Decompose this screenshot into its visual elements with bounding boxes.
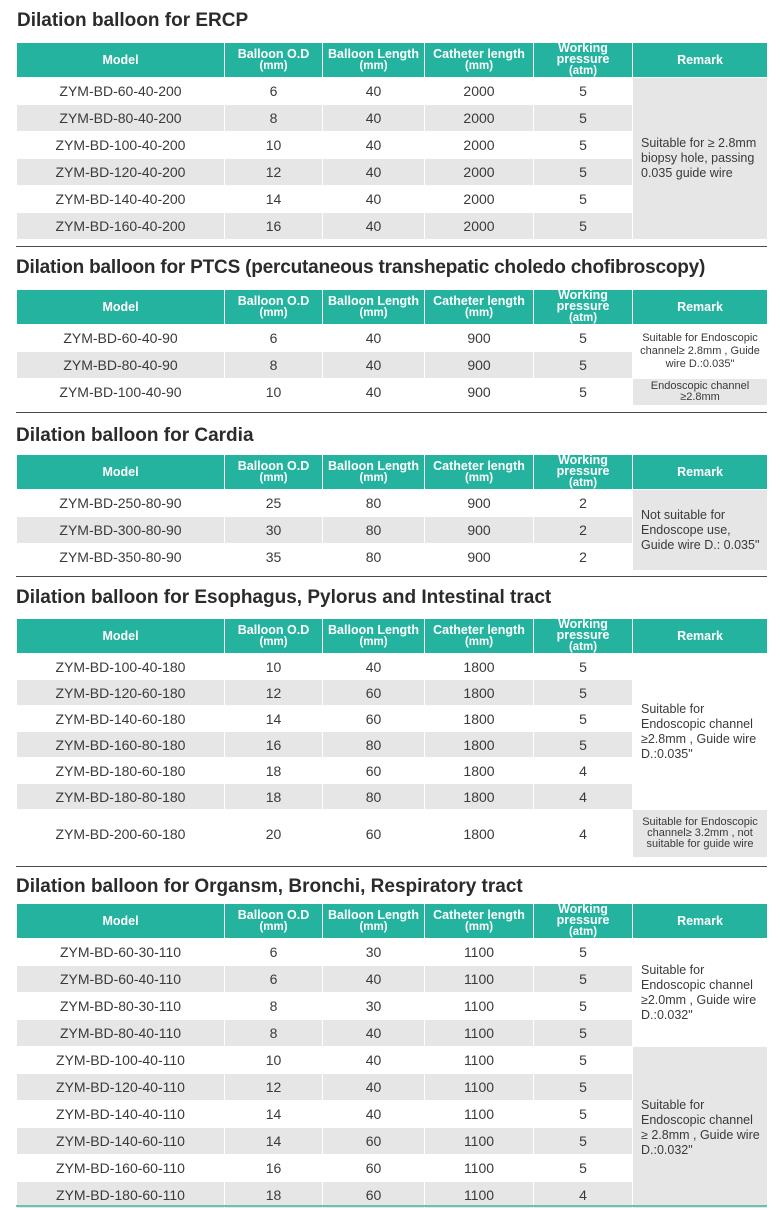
cell-pressure: 5 [534, 78, 633, 105]
section-title: Dilation balloon for ERCP [17, 10, 249, 31]
table-header-row [17, 455, 768, 490]
remark-cell: Not suitable for Endoscope use, Guide wire D.: 0.035" [633, 490, 768, 571]
header-model: Model [17, 619, 225, 654]
cell-od: 6 [225, 325, 323, 352]
cell-model: ZYM-BD-160-80-180 [17, 732, 225, 758]
cell-od: 18 [225, 758, 323, 784]
cell-catheter: 1800 [425, 706, 534, 732]
cell-length: 40 [323, 105, 425, 132]
cell-length: 40 [323, 186, 425, 213]
cell-model: ZYM-BD-140-40-110 [17, 1101, 225, 1128]
cell-pressure: 2 [534, 490, 633, 517]
cell-od: 10 [225, 1047, 323, 1074]
spec-table [16, 454, 768, 571]
cell-model: ZYM-BD-80-40-200 [17, 105, 225, 132]
header-pressure: Working pressure (atm) [534, 619, 633, 654]
cell-model: ZYM-BD-120-60-180 [17, 680, 225, 706]
cell-pressure: 5 [534, 352, 633, 379]
table-row [17, 379, 768, 406]
cell-length: 40 [323, 379, 425, 406]
section-esophagus [16, 587, 767, 857]
section-title: Dilation balloon for Esophagus, Pylorus and Intestinal tract [16, 587, 552, 608]
cell-pressure: 5 [534, 966, 633, 993]
cell-model: ZYM-BD-140-60-180 [17, 706, 225, 732]
cell-pressure: 5 [534, 1128, 633, 1155]
section-ptcs [16, 257, 767, 402]
header-pressure: Working pressure (atm) [534, 455, 633, 490]
cell-model: ZYM-BD-60-30-110 [17, 939, 225, 966]
cell-od: 12 [225, 680, 323, 706]
cell-catheter: 900 [425, 379, 534, 406]
cell-catheter: 1100 [425, 1020, 534, 1047]
cell-pressure: 5 [534, 654, 633, 680]
cell-od: 6 [225, 966, 323, 993]
header-model: Model [17, 904, 225, 939]
table-header-row [17, 290, 768, 325]
remark-cell: Endoscopic channel ≥2.8mm [633, 379, 768, 406]
cell-model: ZYM-BD-60-40-110 [17, 966, 225, 993]
cell-od: 8 [225, 993, 323, 1020]
cell-model: ZYM-BD-180-60-110 [17, 1182, 225, 1209]
cell-pressure: 4 [534, 810, 633, 858]
cell-length: 40 [323, 1074, 425, 1101]
cell-od: 18 [225, 1182, 323, 1209]
cell-pressure: 5 [534, 105, 633, 132]
header-od: Balloon O.D (mm) [225, 290, 323, 325]
cell-od: 16 [225, 213, 323, 240]
cell-pressure: 2 [534, 544, 633, 571]
cell-od: 14 [225, 1101, 323, 1128]
cell-od: 8 [225, 1020, 323, 1047]
cell-od: 6 [225, 78, 323, 105]
header-remark: Remark [633, 43, 768, 78]
cell-pressure: 5 [534, 706, 633, 732]
table-header-row [17, 43, 768, 78]
table-row [17, 810, 768, 858]
cell-length: 30 [323, 939, 425, 966]
header-pressure: Working pressure (atm) [534, 290, 633, 325]
cell-catheter: 1100 [425, 1074, 534, 1101]
cell-length: 60 [323, 1128, 425, 1155]
cell-od: 16 [225, 732, 323, 758]
header-length: Balloon Length (mm) [323, 619, 425, 654]
cell-od: 16 [225, 1155, 323, 1182]
cell-length: 40 [323, 132, 425, 159]
cell-pressure: 4 [534, 1182, 633, 1209]
spec-table [16, 903, 768, 1209]
cell-catheter: 1800 [425, 784, 534, 810]
cell-model: ZYM-BD-160-40-200 [17, 213, 225, 240]
cell-length: 40 [323, 966, 425, 993]
cell-model: ZYM-BD-200-60-180 [17, 810, 225, 858]
cell-length: 30 [323, 993, 425, 1020]
cell-pressure: 5 [534, 993, 633, 1020]
cell-model: ZYM-BD-100-40-180 [17, 654, 225, 680]
header-pressure: Working pressure (atm) [534, 43, 633, 78]
spec-table [16, 42, 768, 240]
cell-catheter: 1100 [425, 1128, 534, 1155]
cell-catheter: 900 [425, 325, 534, 352]
spec-table [16, 618, 768, 858]
cell-model: ZYM-BD-80-40-90 [17, 352, 225, 379]
cell-pressure: 5 [534, 1020, 633, 1047]
section-respiratory [16, 876, 767, 1206]
remark-cell: Suitable for Endoscopic channel ≥2.8mm , Guide wire D.:0.035" [633, 654, 768, 810]
cell-model: ZYM-BD-120-40-110 [17, 1074, 225, 1101]
header-od: Balloon O.D (mm) [225, 455, 323, 490]
cell-catheter: 1100 [425, 1155, 534, 1182]
cell-pressure: 2 [534, 517, 633, 544]
cell-length: 80 [323, 784, 425, 810]
cell-catheter: 900 [425, 544, 534, 571]
cell-catheter: 1100 [425, 993, 534, 1020]
cell-catheter: 2000 [425, 132, 534, 159]
cell-pressure: 5 [534, 680, 633, 706]
header-length: Balloon Length (mm) [323, 904, 425, 939]
cell-pressure: 5 [534, 732, 633, 758]
cell-pressure: 4 [534, 758, 633, 784]
section-divider [16, 412, 767, 413]
cell-length: 40 [323, 1047, 425, 1074]
cell-model: ZYM-BD-350-80-90 [17, 544, 225, 571]
cell-od: 14 [225, 186, 323, 213]
header-od: Balloon O.D (mm) [225, 904, 323, 939]
cell-od: 35 [225, 544, 323, 571]
cell-length: 60 [323, 1182, 425, 1209]
cell-od: 12 [225, 1074, 323, 1101]
cell-od: 14 [225, 1128, 323, 1155]
header-length: Balloon Length (mm) [323, 290, 425, 325]
section-divider [16, 1205, 767, 1207]
cell-od: 8 [225, 105, 323, 132]
header-remark: Remark [633, 455, 768, 490]
section-divider [16, 576, 767, 577]
cell-od: 14 [225, 706, 323, 732]
cell-model: ZYM-BD-180-60-180 [17, 758, 225, 784]
cell-catheter: 1800 [425, 680, 534, 706]
cell-pressure: 5 [534, 1101, 633, 1128]
cell-pressure: 5 [534, 325, 633, 352]
header-model: Model [17, 43, 225, 78]
cell-model: ZYM-BD-80-30-110 [17, 993, 225, 1020]
cell-length: 80 [323, 544, 425, 571]
cell-od: 10 [225, 654, 323, 680]
cell-length: 40 [323, 325, 425, 352]
header-model: Model [17, 290, 225, 325]
section-cardia [16, 425, 767, 570]
cell-catheter: 1800 [425, 732, 534, 758]
cell-catheter: 900 [425, 352, 534, 379]
cell-model: ZYM-BD-80-40-110 [17, 1020, 225, 1047]
table-row [17, 490, 768, 517]
remark-cell: Suitable for ≥ 2.8mm biopsy hole, passing 0.035 guide wire [633, 78, 768, 240]
cell-length: 60 [323, 758, 425, 784]
header-od: Balloon O.D (mm) [225, 43, 323, 78]
cell-model: ZYM-BD-60-40-90 [17, 325, 225, 352]
cell-model: ZYM-BD-250-80-90 [17, 490, 225, 517]
cell-length: 60 [323, 1155, 425, 1182]
cell-catheter: 1100 [425, 966, 534, 993]
section-divider [16, 866, 767, 867]
table-row [17, 325, 768, 352]
cell-length: 40 [323, 352, 425, 379]
header-model: Model [17, 455, 225, 490]
header-catheter: Catheter length (mm) [425, 904, 534, 939]
cell-catheter: 2000 [425, 186, 534, 213]
header-od: Balloon O.D (mm) [225, 619, 323, 654]
cell-pressure: 5 [534, 186, 633, 213]
header-catheter: Catheter length (mm) [425, 455, 534, 490]
cell-model: ZYM-BD-160-60-110 [17, 1155, 225, 1182]
cell-length: 60 [323, 810, 425, 858]
cell-pressure: 5 [534, 159, 633, 186]
remark-cell: Suitable for Endoscopic channel≥ 3.2mm , not suitable for guide wire [633, 810, 768, 858]
remark-cell: Suitable for Endoscopic channel ≥ 2.8mm , Guide wire D.:0.032" [633, 1047, 768, 1209]
cell-pressure: 5 [534, 1047, 633, 1074]
cell-od: 6 [225, 939, 323, 966]
cell-catheter: 2000 [425, 105, 534, 132]
table-header-row [17, 904, 768, 939]
cell-length: 80 [323, 490, 425, 517]
header-remark: Remark [633, 619, 768, 654]
cell-od: 12 [225, 159, 323, 186]
cell-pressure: 5 [534, 132, 633, 159]
cell-model: ZYM-BD-120-40-200 [17, 159, 225, 186]
cell-pressure: 5 [534, 939, 633, 966]
cell-length: 40 [323, 159, 425, 186]
cell-catheter: 1100 [425, 1101, 534, 1128]
cell-model: ZYM-BD-180-80-180 [17, 784, 225, 810]
cell-model: ZYM-BD-140-60-110 [17, 1128, 225, 1155]
table-row [17, 654, 768, 680]
cell-length: 40 [323, 1020, 425, 1047]
cell-length: 60 [323, 706, 425, 732]
header-length: Balloon Length (mm) [323, 43, 425, 78]
cell-model: ZYM-BD-100-40-90 [17, 379, 225, 406]
cell-length: 40 [323, 1101, 425, 1128]
cell-catheter: 1800 [425, 654, 534, 680]
remark-cell: Suitable for Endoscopic channel ≥2.0mm , Guide wire D.:0.032" [633, 939, 768, 1047]
cell-catheter: 1800 [425, 758, 534, 784]
table-row [17, 78, 768, 105]
cell-od: 20 [225, 810, 323, 858]
section-divider [16, 246, 767, 247]
section-title: Dilation balloon for Organsm, Bronchi, Respiratory tract [16, 876, 523, 897]
cell-model: ZYM-BD-140-40-200 [17, 186, 225, 213]
header-catheter: Catheter length (mm) [425, 619, 534, 654]
cell-pressure: 5 [534, 213, 633, 240]
cell-od: 10 [225, 379, 323, 406]
section-ercp [16, 10, 767, 235]
cell-model: ZYM-BD-60-40-200 [17, 78, 225, 105]
cell-catheter: 2000 [425, 78, 534, 105]
header-pressure: Working pressure (atm) [534, 904, 633, 939]
header-catheter: Catheter length (mm) [425, 43, 534, 78]
cell-length: 60 [323, 680, 425, 706]
cell-model: ZYM-BD-100-40-110 [17, 1047, 225, 1074]
cell-od: 8 [225, 352, 323, 379]
cell-model: ZYM-BD-100-40-200 [17, 132, 225, 159]
header-length: Balloon Length (mm) [323, 455, 425, 490]
cell-catheter: 900 [425, 490, 534, 517]
spec-table [16, 289, 768, 406]
cell-length: 80 [323, 517, 425, 544]
cell-od: 25 [225, 490, 323, 517]
section-title: Dilation balloon for PTCS (percutaneous transhepatic choledo chofibroscopy) [16, 257, 706, 278]
cell-pressure: 4 [534, 784, 633, 810]
cell-pressure: 5 [534, 1074, 633, 1101]
cell-pressure: 5 [534, 1155, 633, 1182]
cell-catheter: 1100 [425, 1182, 534, 1209]
section-title: Dilation balloon for Cardia [16, 425, 254, 446]
table-header-row [17, 619, 768, 654]
cell-catheter: 2000 [425, 213, 534, 240]
header-catheter: Catheter length (mm) [425, 290, 534, 325]
table-row [17, 939, 768, 966]
cell-catheter: 1800 [425, 810, 534, 858]
cell-catheter: 1100 [425, 1047, 534, 1074]
cell-od: 10 [225, 132, 323, 159]
cell-catheter: 1100 [425, 939, 534, 966]
header-remark: Remark [633, 290, 768, 325]
cell-length: 40 [323, 654, 425, 680]
cell-model: ZYM-BD-300-80-90 [17, 517, 225, 544]
remark-cell: Suitable for Endoscopic channel≥ 2.8mm , Guide wire D.:0.035" [633, 325, 768, 379]
cell-catheter: 2000 [425, 159, 534, 186]
cell-length: 80 [323, 732, 425, 758]
cell-length: 40 [323, 213, 425, 240]
table-row [17, 1047, 768, 1074]
cell-od: 30 [225, 517, 323, 544]
cell-catheter: 900 [425, 517, 534, 544]
cell-od: 18 [225, 784, 323, 810]
header-remark: Remark [633, 904, 768, 939]
cell-pressure: 5 [534, 379, 633, 406]
cell-length: 40 [323, 78, 425, 105]
